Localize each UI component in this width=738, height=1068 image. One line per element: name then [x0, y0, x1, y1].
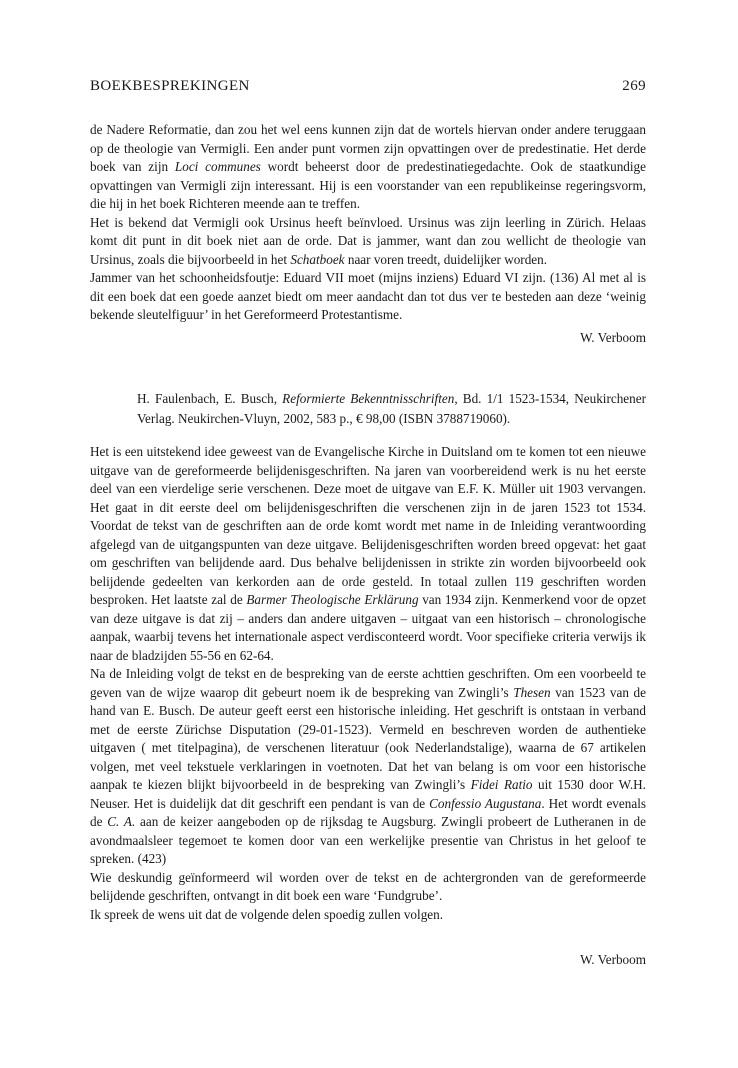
- reference-title: Reformierte Bekenntnisschriften: [282, 391, 455, 406]
- paragraph: de Nadere Reformatie, dan zou het wel eens kunnen zijn dat de wortels hiervan onder andere teruggaan op de theologie van Vermigli. Een ander punt vormen zijn opvattingen over de predestinatie. Het derde boek van zijn Loci communes wordt beheerst door de predestinatiegedachte. Ook de staatkundige opvattingen van Vermigli zijn interessant. Hij is een voorstander van een republikeinse regeringsvorm, die hij in het boek Richteren meende aan te treffen.: [90, 122, 646, 211]
- book-title: Barmer Theologische Erklärung: [246, 592, 419, 607]
- review-1-body: [90, 121, 646, 325]
- book-title: Loci communes: [174, 159, 261, 174]
- signature-2: W. Verboom: [580, 952, 646, 967]
- running-title: BOEKBESPREKINGEN: [90, 78, 250, 94]
- paragraph: Het is een uitstekend idee geweest van de Evangelische Kirche in Duitsland om te komen tot een nieuwe uitgave van de gereformeerde belijdenisgeschriften. Na jaren van voorbereidend werk is nu het eerste deel van een vierdelige serie verschenen. Deze moet de uitgave van E.F. K. Müller uit 1903 vervangen. Het gaat in dit eerste deel om belijdenisgeschriften die verschenen zijn in de jaren 1523 tot 1534. Voordat de tekst van de geschriften aan de orde komt wordt met name in de Inleiding verantwoording afgelegd van de uitgangspunten van deze uitgave. Belijdenisgeschriften worden breed opgevat: het gaat om geschriften van belijdende aard. Dus behalve belijdenissen in strikte zin worden bijvoorbeeld ook belijdende gedeelten van kerkorden aan de orde gesteld. In totaal zullen 119 geschriften worden besproken. Het laatste zal de Barmer Theologische Erklärung van 1934 zijn. Kenmerkend voor de opzet van deze uitgave is dat zij – anders dan andere uitgaven – uitgaat van een historisch – chronologische aanpak, waarbij tevens het internationale aspect verdisconteerd wordt. Voor specifieke criteria verwijs ik naar de bladzijden 55-56 en 62-64.: [90, 444, 646, 663]
- paragraph: Jammer van het schoonheidsfoutje: Eduard VII moet (mijns inziens) Eduard VI zijn. (136) Al met al is dit een boek dat een goede aanzet biedt om meer aandacht dan tot dus ver te besteden aan deze ‘weinig bekende sleutelfiguur’ in het Gereformeerd Protestantisme.: [90, 270, 646, 322]
- signature-1: W. Verboom: [580, 330, 646, 345]
- book-title: Thesen: [513, 684, 551, 700]
- book-title: Confessio Augustana: [429, 795, 542, 811]
- book-title: Schatboek: [290, 251, 345, 267]
- paragraph: Ik spreek de wens uit dat de volgende delen spoedig zullen volgen.: [90, 906, 444, 922]
- book-title: Fidei Ratio: [470, 777, 533, 792]
- book-reference: H. Faulenbach, E. Busch, Reformierte Bekenntnisschriften, Bd. 1/1 1523-1534, Neukirchener Verlag. Neukirchen-Vluyn, 2002, 583 p., € 98,00 (ISBN 3788719060).: [137, 391, 646, 426]
- running-header: [90, 78, 646, 100]
- paragraph: Het is bekend dat Vermigli ook Ursinus heeft beïnvloed. Ursinus was zijn leerling in Zürich. Helaas komt dit punt in dit boek niet aan de orde. Dat is jammer, want dan zou wellicht de theologie van Ursinus, zoals die bijvoorbeeld in het Schatboek naar voren treedt, duidelijker worden.: [90, 214, 646, 267]
- abbreviation: C. A.: [107, 814, 136, 829]
- review-2-body: [90, 443, 646, 924]
- page-number: 269: [622, 78, 646, 94]
- paragraph: Wie deskundig geïnformeerd wil worden over de tekst en de achtergronden van de gereformeerde belijdende geschriften, ontvangt in dit boek een ware ‘Fundgrube’.: [90, 869, 646, 903]
- paragraph: Na de Inleiding volgt de tekst en de bespreking van de eerste achttien geschriften. Om een voorbeeld te geven van de wijze waarop dit gebeurt noem ik de bespreking van Zwingli’s Thesen van 1523 van de hand van E. Busch. De auteur geeft eerst een historische inleiding. Het geschrift is ontstaan in verband met de eerste Zürichse Disputation (29-01-1523). Vermeld en beschreven worden de authentieke uitgaven ( met titelpagina), de verschenen literatuur (ook Nederlandstalige), waarna de 67 artikelen volgen, met veel tekstuele verklaringen in voetnoten. Dat het van belang is om voor een historische aanpak te kiezen blijkt bijvoorbeeld in de bespreking van Zwingli’s Fidei Ratio uit 1530 door W.H. Neuser. Het is duidelijk dat dit geschrift een pendant is van de Confessio Augustana. Het wordt evenals de C. A. aan de keizer aangeboden op de rijksdag te Augsburg. Zwingli probeert de Lutheranen in de avondmaalsleer tegemoet te komen door van een werkelijke presentie van Christus in het geloof te spreken. (423): [90, 666, 646, 866]
